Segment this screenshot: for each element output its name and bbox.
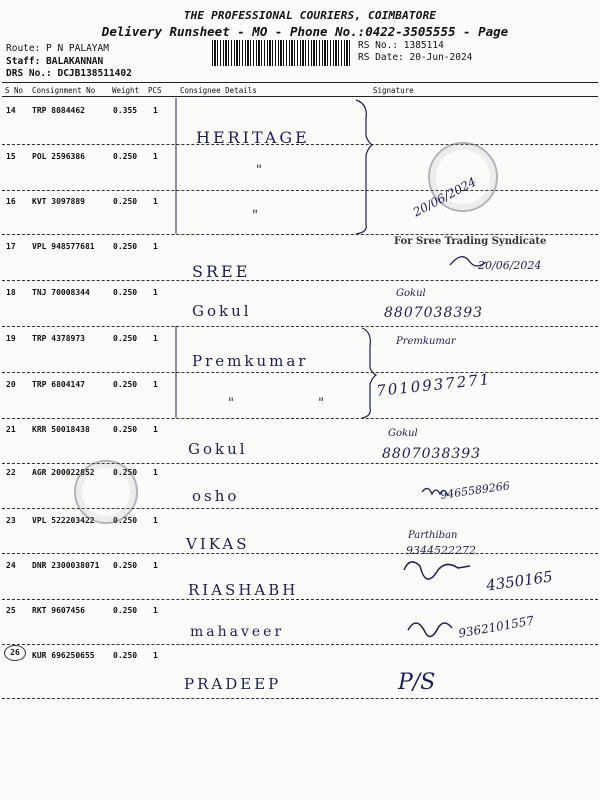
consignee-pradeep: PRADEEP	[184, 675, 282, 693]
consignee-riashabh: RIASHABH	[188, 581, 299, 599]
signature-name: Gokul	[396, 288, 426, 299]
row-weight: 0.250	[113, 606, 138, 615]
row-sno: 22	[6, 468, 16, 477]
row-consignment: VPL 948577681	[32, 242, 95, 251]
row-consignment: RKT 9607456	[32, 606, 85, 615]
consignee-ditto: " "	[228, 396, 365, 411]
signature-phone: 9362101557	[457, 613, 535, 641]
row-weight: 0.250	[113, 516, 138, 525]
row-sno: 18	[6, 288, 16, 297]
row-sno: 25	[6, 606, 16, 615]
consignee-premkumar: Premkumar	[192, 352, 309, 370]
row-sno: 24	[6, 561, 16, 570]
row-sno: 20	[6, 380, 16, 389]
row-pcs: 1	[153, 516, 158, 525]
row-consignment: TRP 4378973	[32, 334, 85, 343]
row-weight: 0.355	[113, 106, 138, 115]
signature-phone: 9344522272	[406, 544, 476, 557]
row-sno-circled: 26	[4, 645, 26, 661]
row-consignment: KUR 696250655	[32, 651, 95, 660]
row-pcs: 1	[153, 468, 158, 477]
row-sno: 21	[6, 425, 16, 434]
row-consignment: POL 2596386	[32, 152, 85, 161]
consignee-ditto: "	[256, 163, 265, 178]
row-sno: 19	[6, 334, 16, 343]
row-consignment: VPL 522203422	[32, 516, 95, 525]
col-weight: Weight	[112, 86, 140, 95]
row-pcs: 1	[153, 288, 158, 297]
consignee-ditto: "	[252, 208, 261, 223]
row-sno: 14	[6, 106, 16, 115]
row-weight: 0.250	[113, 334, 138, 343]
signature-name: Premkumar	[396, 336, 456, 347]
signature-phone: 7010937271	[375, 370, 493, 400]
row-weight: 0.250	[113, 561, 138, 570]
row-weight: 0.250	[113, 197, 138, 206]
row-sno: 23	[6, 516, 16, 525]
signature-phone: 8807038393	[382, 446, 482, 462]
row-weight: 0.250	[113, 425, 138, 434]
row-consignment: TNJ 70008344	[32, 288, 90, 297]
row-weight: 0.250	[113, 288, 138, 297]
consignee-heritage: HERITAGE	[196, 128, 310, 147]
company-name: THE PROFESSIONAL COURIERS, COIMBATORE	[183, 9, 437, 22]
row-weight: 0.250	[113, 380, 138, 389]
row-pcs: 1	[153, 106, 158, 115]
signature-scribble	[422, 488, 448, 496]
col-consignment: Consignment No	[32, 86, 96, 95]
row-pcs: 1	[153, 651, 158, 660]
runsheet-title: Delivery Runsheet - MO - Phone No.:0422-3505555 - Page	[101, 24, 509, 39]
row-weight: 0.250	[113, 468, 138, 477]
row-sno: 17	[6, 242, 16, 251]
signature-name: Parthiban	[408, 530, 458, 541]
consignee-gokul: Gokul	[188, 440, 248, 458]
row-consignment: DNR 2300038071	[32, 561, 100, 570]
signature-name: Gokul	[388, 428, 418, 439]
consignee-osho: osho	[192, 487, 240, 505]
signature-scribble	[404, 562, 470, 579]
row-weight: 0.250	[113, 242, 138, 251]
consignee-mahaveer: mahaveer	[190, 624, 285, 640]
signature-scribble	[408, 623, 452, 637]
signature-scribble	[450, 257, 486, 266]
row-pcs: 1	[153, 242, 158, 251]
row-pcs: 1	[153, 561, 158, 570]
row-consignment: AGR 200022852	[32, 468, 95, 477]
signature-stamp-text: For Sree Trading Syndicate	[394, 236, 547, 247]
row-pcs: 1	[153, 380, 158, 389]
col-pcs: PCS	[148, 86, 162, 95]
row-pcs: 1	[153, 606, 158, 615]
row-pcs: 1	[153, 425, 158, 434]
route-line: Route: P N PALAYAM	[6, 43, 109, 54]
row-consignment: TRP 6804147	[32, 380, 85, 389]
row-weight: 0.250	[113, 152, 138, 161]
col-signature: Signature	[373, 86, 414, 95]
row-consignment: KRR 50018438	[32, 425, 90, 434]
signature-phone: 4350165	[485, 567, 554, 595]
row-sno: 15	[6, 152, 16, 161]
signature-date: 20/06/2024	[410, 174, 479, 220]
signature-ps: P/S	[398, 670, 436, 695]
consignee-sree: SREE	[192, 262, 251, 281]
col-sno: S No	[5, 86, 24, 95]
col-consignee: Consignee Details	[180, 86, 257, 95]
staff-line: Staff: BALAKANNAN	[6, 55, 104, 67]
row-pcs: 1	[153, 197, 158, 206]
consignee-vikas: VIKAS	[186, 535, 250, 553]
row-pcs: 1	[153, 152, 158, 161]
row-pcs: 1	[153, 334, 158, 343]
signature-date: 20/06/2024	[478, 259, 542, 272]
consignee-gokul: Gokul	[192, 302, 252, 320]
rs-date: RS Date: 20-Jun-2024	[358, 52, 473, 63]
row-weight: 0.250	[113, 651, 138, 660]
signature-phone: 8807038393	[384, 305, 484, 321]
rs-number: RS No.: 1385114	[358, 40, 444, 51]
row-consignment: TRP 8084462	[32, 106, 85, 115]
row-consignment: KVT 3097889	[32, 197, 85, 206]
signature-phone: 9465589266	[439, 479, 511, 502]
row-sno: 16	[6, 197, 16, 206]
drs-line: DRS No.: DCJB138511402	[6, 68, 132, 79]
